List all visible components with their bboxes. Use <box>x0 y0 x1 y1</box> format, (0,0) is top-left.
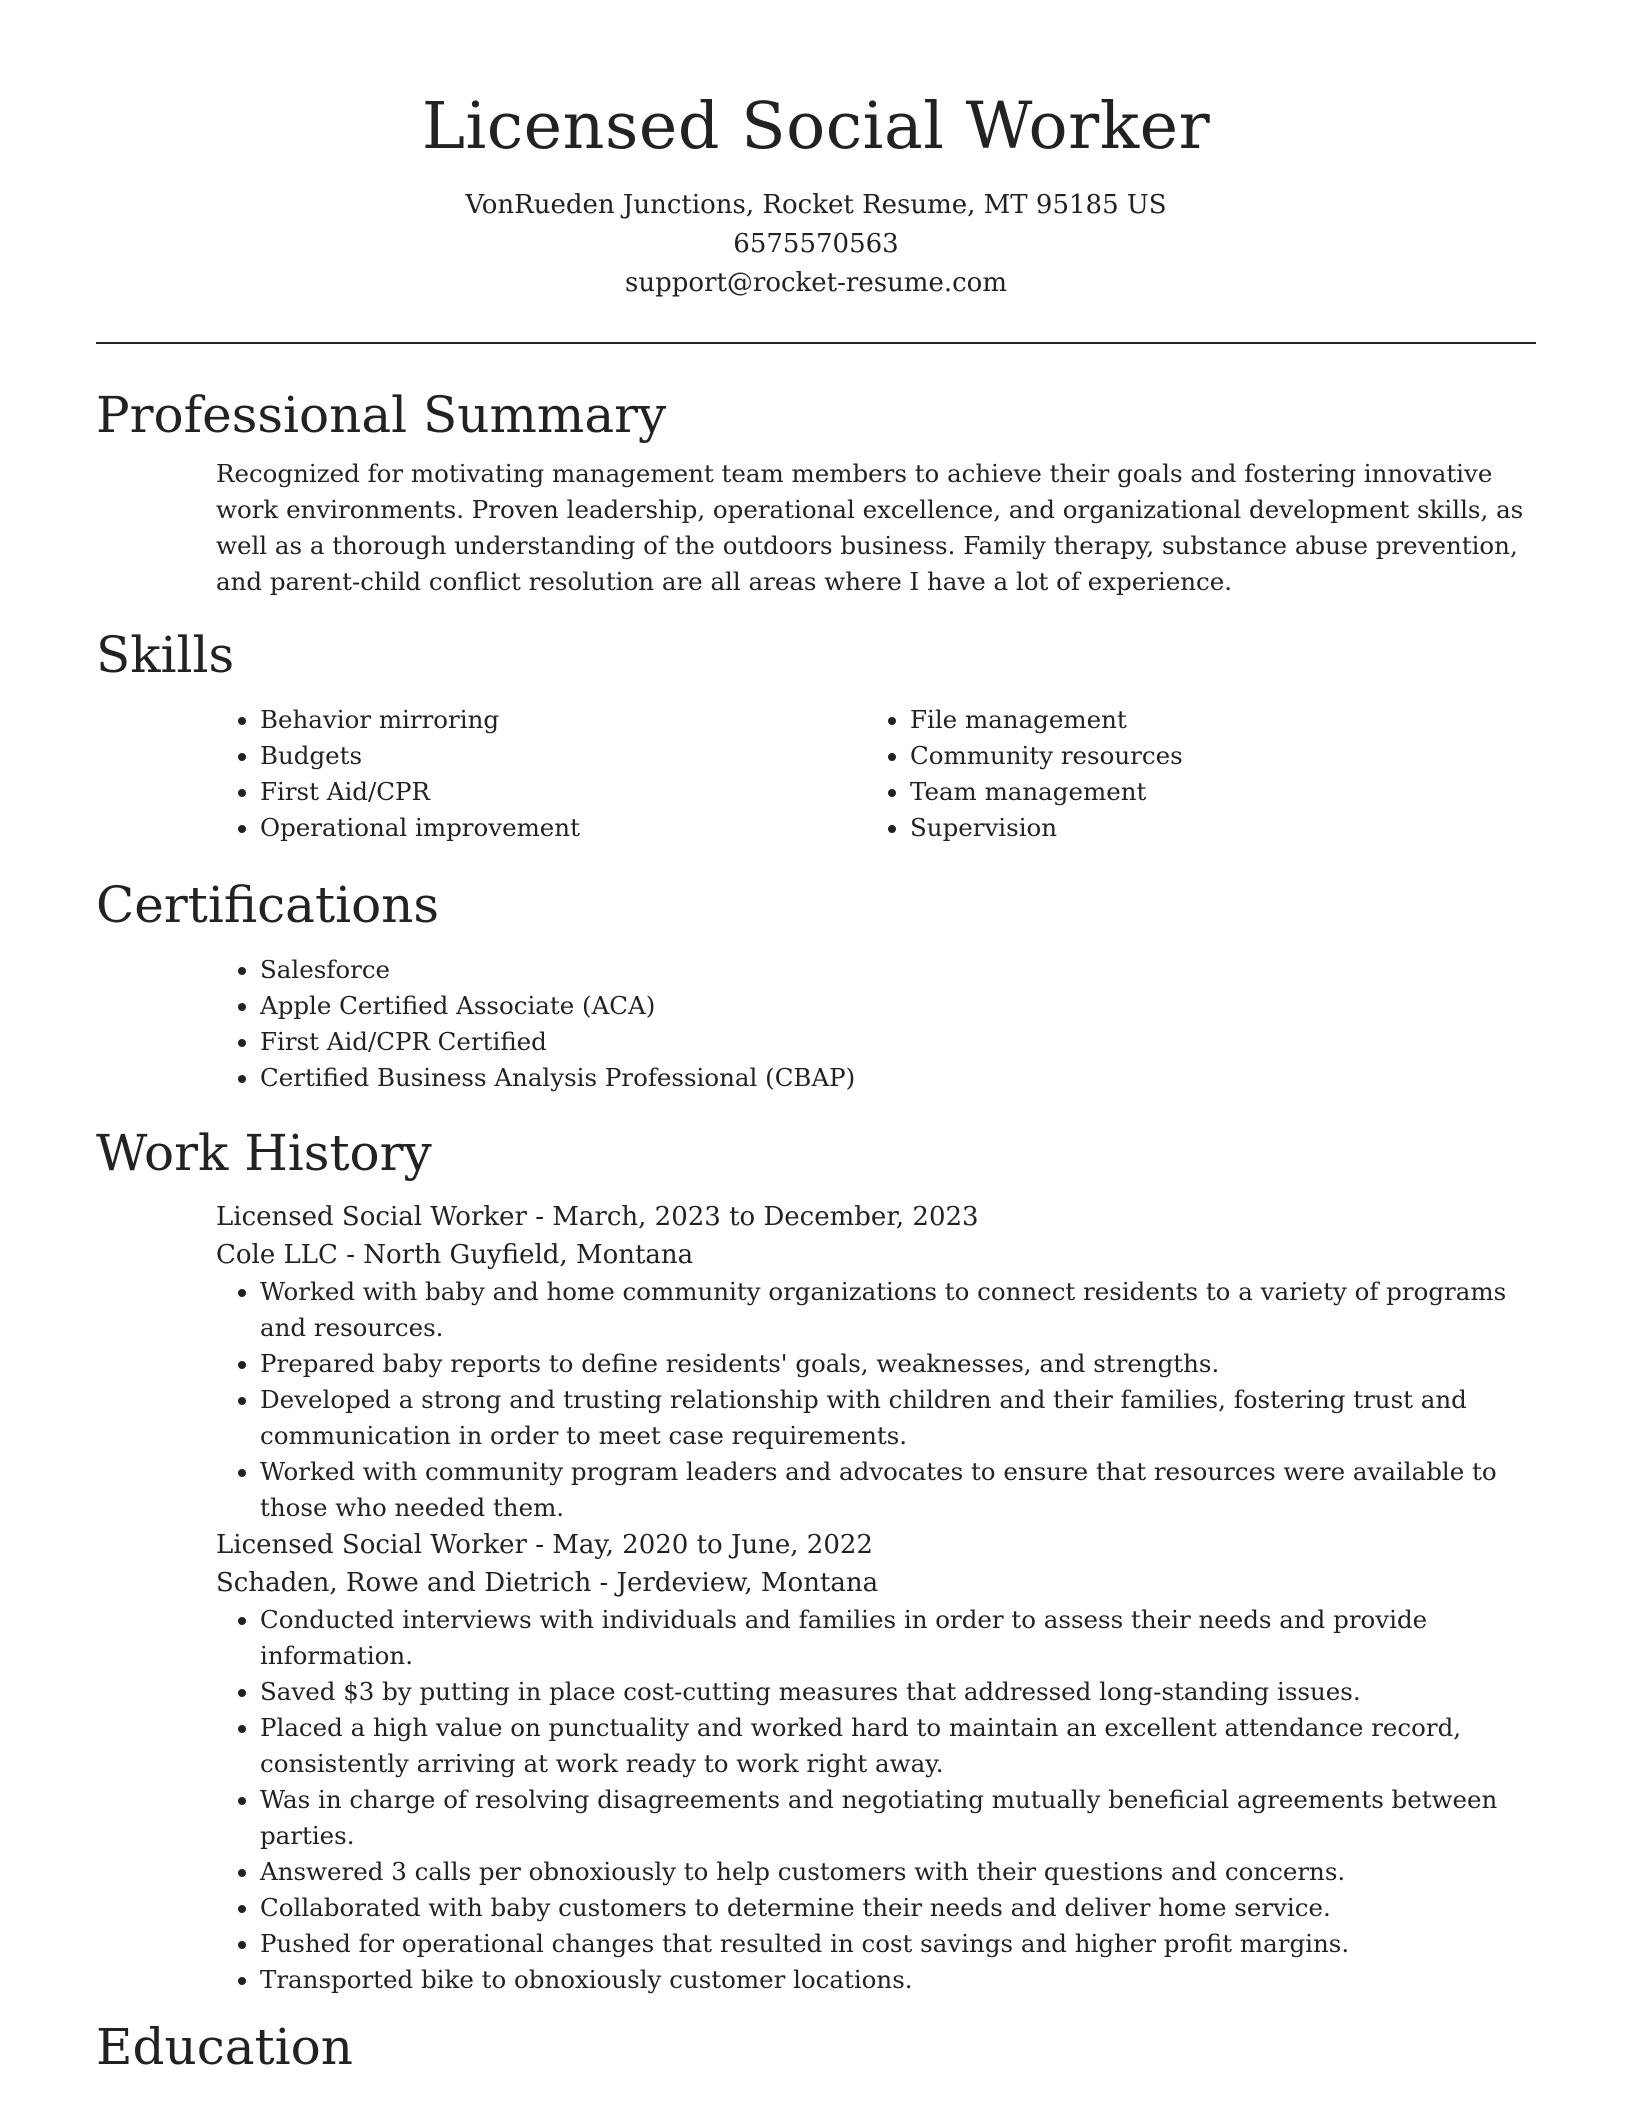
job-title-line: Licensed Social Worker - May, 2020 to June, 2022 <box>216 1530 873 1560</box>
skill-item: • Budgets <box>260 738 866 774</box>
skills-heading: Skills <box>96 626 235 684</box>
certification-item: • Apple Certified Associate (ACA) <box>260 988 1536 1024</box>
job-bullet: • Collaborated with baby customers to determine their needs and deliver home service. <box>260 1890 1536 1926</box>
skill-item: • Operational improvement <box>260 810 866 846</box>
resume-content <box>96 380 1536 2082</box>
job-bullet: • Worked with baby and home community organizations to connect residents to a variety of programs and resources. <box>260 1274 1536 1346</box>
certifications-heading: Certifications <box>96 876 440 934</box>
contact-address: VonRueden Junctions, Rocket Resume, MT 95185 US <box>465 190 1167 220</box>
summary-text: Recognized for motivating management team members to achieve their goals and fostering innovative work environments. Proven leadership, operational excellence, and organizational development skills, as well as a thorough understanding of the outdoors business. Family therapy, substance abuse prevention, and parent-child conflict resolution are all areas where I have a lot of experience. <box>216 459 1524 596</box>
skill-item: • File management <box>910 702 1516 738</box>
skill-item: • Community resources <box>910 738 1516 774</box>
job-bullet: • Worked with community program leaders and advocates to ensure that resources were available to those who needed them. <box>260 1454 1536 1526</box>
skills-list <box>216 702 1536 846</box>
job-bullet: • Conducted interviews with individuals and families in order to assess their needs and provide information. <box>260 1602 1536 1674</box>
certification-item: • First Aid/CPR Certified <box>260 1024 1536 1060</box>
contact-email: support@rocket-resume.com <box>624 268 1007 298</box>
education-heading: Education <box>96 2018 353 2076</box>
resume-header <box>0 0 1632 303</box>
contact-phone: 6575570563 <box>733 229 899 259</box>
skill-item: • First Aid/CPR <box>260 774 866 810</box>
job-bullet: • Developed a strong and trusting relationship with children and their families, fostering trust and communication in order to meet case requirements. <box>260 1382 1536 1454</box>
job-company-line: Cole LLC - North Guyfield, Montana <box>216 1240 694 1270</box>
certification-item: • Certified Business Analysis Professional (CBAP) <box>260 1060 1536 1096</box>
skills-column-right <box>866 702 1516 846</box>
skill-item: • Supervision <box>910 810 1516 846</box>
job-bullet: • Saved $3 by putting in place cost-cutting measures that addressed long-standing issues. <box>260 1674 1536 1710</box>
certifications-list <box>216 952 1536 1096</box>
job-bullet: • Prepared baby reports to define residents' goals, weaknesses, and strengths. <box>260 1346 1536 1382</box>
job-entry <box>216 1198 1536 1526</box>
job-bullet: • Transported bike to obnoxiously customer locations. <box>260 1962 1536 1998</box>
certification-item: • Salesforce <box>260 952 1536 988</box>
job-bullet: • Placed a high value on punctuality and worked hard to maintain an excellent attendance record, consistently arriving at work ready to work right away. <box>260 1710 1536 1782</box>
skill-item: • Behavior mirroring <box>260 702 866 738</box>
job-bullet: • Was in charge of resolving disagreements and negotiating mutually beneficial agreements between parties. <box>260 1782 1536 1854</box>
job-bullets <box>216 1602 1536 1998</box>
contact-block <box>0 186 1632 303</box>
job-bullet: • Answered 3 calls per obnoxiously to help customers with their questions and concerns. <box>260 1854 1536 1890</box>
summary-heading: Professional Summary <box>96 386 667 444</box>
work-history-heading: Work History <box>96 1124 432 1182</box>
resume-name: Licensed Social Worker <box>421 89 1211 164</box>
job-company-line: Schaden, Rowe and Dietrich - Jerdeview, Montana <box>216 1568 879 1598</box>
skill-item: • Team management <box>910 774 1516 810</box>
job-entry <box>216 1526 1536 1998</box>
skills-column-left <box>216 702 866 846</box>
job-bullets <box>216 1274 1536 1526</box>
header-divider <box>96 342 1536 344</box>
job-title-line: Licensed Social Worker - March, 2023 to December, 2023 <box>216 1202 979 1232</box>
job-bullet: • Pushed for operational changes that resulted in cost savings and higher profit margins. <box>260 1926 1536 1962</box>
